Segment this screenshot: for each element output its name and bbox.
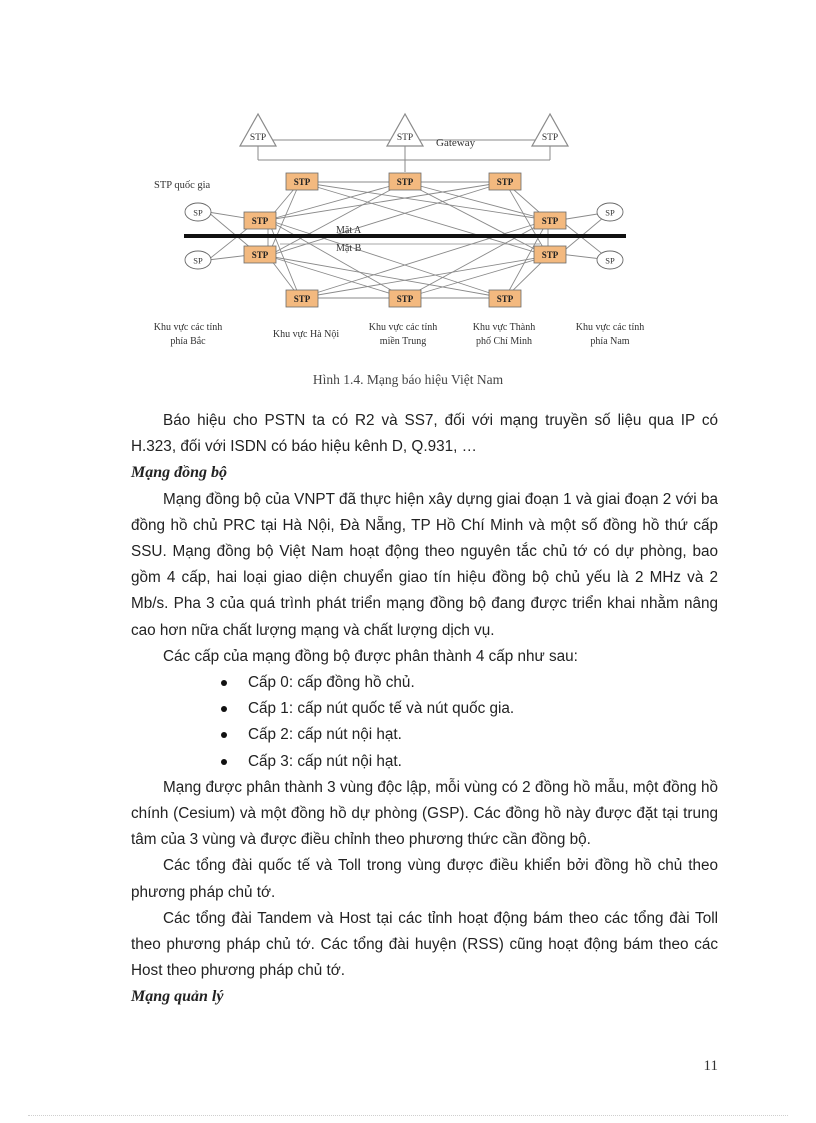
list-item [131,749,718,775]
diagram-svg [140,100,660,362]
stp-node-label: STP [251,216,269,226]
region-central-line2: miền Trung [379,336,427,347]
page-number: 11 [703,1058,718,1074]
region-labels [154,322,644,347]
stp-node-bottom-right [489,290,521,307]
bullet-icon [221,732,227,738]
plane-b-label: Mặt B [336,243,362,254]
stp-national-label: STP quốc gia [154,180,211,191]
stp-node-top-middle [389,173,421,190]
mesh-links [208,182,610,298]
region-north-line1: Khu vực các tỉnh [153,322,223,333]
region-north-line2: phía Bắc [170,336,206,347]
sp-node-label: SP [605,207,615,218]
list-item-text: Cấp 1: cấp nút quốc tế và nút quốc gia. [248,700,515,718]
paragraph-regions: Mạng được phân thành 3 vùng độc lập, mỗi vùng có 2 đồng hồ mẫu, một đồng hồ chính (Cesium) và một đồng hồ dự phòng (GSP). Các đồng hồ này được đặt tại trung tâm của 3 vùng và được điều chỉnh theo phương thức cần đồng bộ. [131,778,718,849]
list-item-text: Cấp 3: cấp nút nội hạt. [248,752,402,770]
stp-node-label: STP [541,250,559,260]
stp-node-top-right [489,173,521,190]
figure-caption: Hình 1.4. Mạng báo hiệu Việt Nam [312,372,504,387]
region-south-line2: phía Nam [590,336,630,347]
stp-node-left-lower [244,246,276,263]
stp-node-right-upper [534,212,566,229]
stp-node-label: STP [541,216,559,226]
region-central-line1: Khu vực các tỉnh [368,322,438,333]
sp-node-left-lower [185,251,211,269]
list-item [131,722,718,748]
list-item-text: Cấp 0: cấp đồng hồ chủ. [248,674,415,692]
bullet-icon [221,680,227,686]
gateway-stp-label-middle: STP [396,133,414,143]
gateway-stp-label-right: STP [541,133,559,143]
list-item [131,670,718,696]
stp-node-label: STP [396,294,414,304]
sp-node-label: SP [193,207,203,218]
stp-node-label: STP [496,294,514,304]
region-hanoi: Khu vực Hà Nội [272,329,340,340]
region-hcm-line1: Khu vực Thành [472,322,536,333]
gateway-label: Gateway [436,137,476,149]
stp-node-label: STP [496,177,514,187]
stp-node-left-upper [244,212,276,229]
bullet-icon [221,759,227,765]
bullet-icon [221,706,227,712]
region-hcm-line2: phố Chí Minh [475,336,533,347]
stp-node-right-lower [534,246,566,263]
plane-a-label: Mặt A [336,225,362,236]
sp-node-label: SP [605,255,615,266]
region-south-line1: Khu vực các tỉnh [575,322,645,333]
heading-sync-network: Mạng đồng bộ [131,464,228,482]
gateway-stp-label-left: STP [249,133,267,143]
heading-management-network: Mạng quản lý [131,988,224,1006]
list-item [131,696,718,722]
stp-node-label: STP [251,250,269,260]
list-item-text: Cấp 2: cấp nút nội hạt. [248,726,402,744]
sp-node-left-upper [185,203,211,221]
paragraph-tandem-host: Các tổng đài Tandem và Host tại các tỉnh hoạt động bám theo các tổng đài Toll theo phương pháp chủ tớ. Các tổng đài huyện (RSS) cũng hoạt động bám theo các Host theo phương pháp chủ tớ. [131,909,718,980]
signaling-network-diagram [140,100,660,362]
stp-node-bottom-middle [389,290,421,307]
stp-node-bottom-left [286,290,318,307]
body-text [131,408,718,1011]
stp-node-label: STP [293,177,311,187]
sp-node-right-lower [597,251,623,269]
paragraph-sync-levels-intro: Các cấp của mạng đồng bộ được phân thành 4 cấp như sau: [163,647,578,665]
paragraph-toll: Các tổng đài quốc tế và Toll trong vùng được điều khiển bởi đồng hồ chủ theo phương pháp chủ tớ. [131,857,718,901]
stp-node-label: STP [396,177,414,187]
paragraph-signaling: Báo hiệu cho PSTN ta có R2 và SS7, đối với mạng truyền số liệu qua IP có H.323, đối với ISDN có báo hiệu kênh D, Q.931, … [131,412,718,456]
sp-node-label: SP [193,255,203,266]
sync-levels-list [131,670,718,775]
sp-node-right-upper [597,203,623,221]
stp-node-label: STP [293,294,311,304]
stp-node-top-left [286,173,318,190]
page-border-dotted [28,1115,788,1116]
paragraph-sync-network: Mạng đồng bộ của VNPT đã thực hiện xây dựng giai đoạn 1 và giai đoạn 2 với ba đồng hồ chủ PRC tại Hà Nội, Đà Nẵng, TP Hồ Chí Minh và một số đồng hồ thứ cấp SSU. Mạng đồng bộ Việt Nam hoạt động theo nguyên tắc chủ tớ có dự phòng, bao gồm 4 cấp, hai loại giao diện chuyển giao tín hiệu đồng bộ chủ yếu là 2 MHz và 2 Mb/s. Pha 3 của quá trình phát triển mạng đồng bộ đang được triển khai nhằm nâng cao hơn nữa chất lượng mạng và chất lượng dịch vụ. [131,490,718,639]
